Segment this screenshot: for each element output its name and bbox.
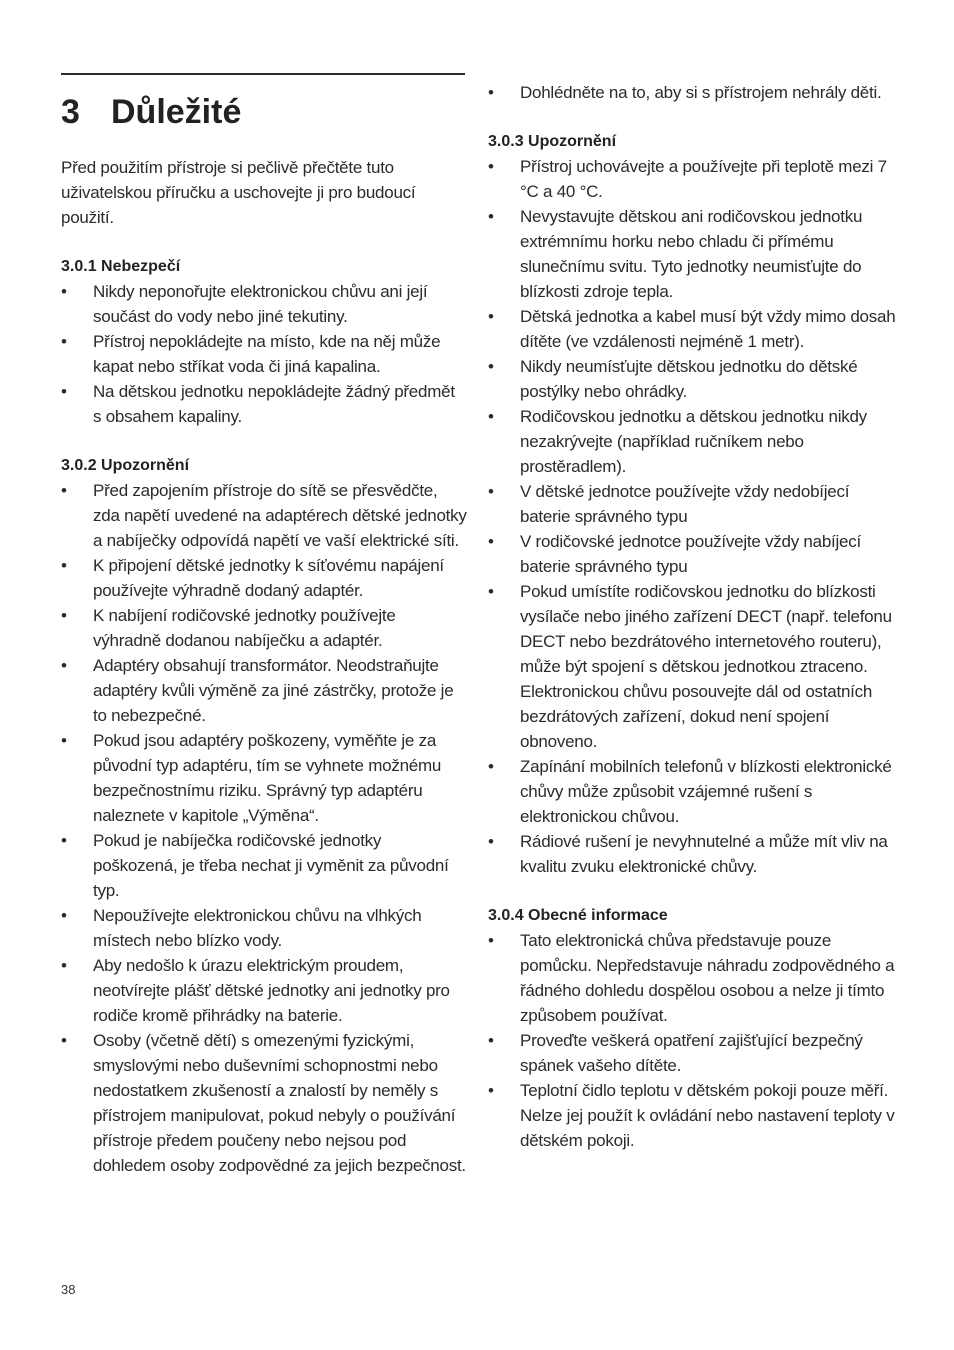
chapter-title bbox=[61, 88, 241, 136]
bullet-marker: • bbox=[61, 956, 67, 975]
section-heading: 3.0.1 Nebezpečí bbox=[61, 258, 181, 275]
right-column bbox=[488, 80, 898, 1177]
list-item bbox=[61, 553, 467, 603]
bullet-marker: • bbox=[488, 83, 494, 102]
chapter-rule bbox=[61, 73, 465, 75]
section-nebezpeci bbox=[61, 254, 467, 429]
list-item bbox=[61, 379, 467, 429]
section-heading: 3.0.2 Upozornění bbox=[61, 457, 190, 474]
list-item-text: Zapínání mobilních telefonů v blízkosti elektronické chůvy může způsobit vzájemné rušení s elektronickou chůvou. bbox=[520, 757, 892, 826]
bullet-list bbox=[488, 154, 898, 879]
bullet-marker: • bbox=[61, 556, 67, 575]
section-continuation bbox=[488, 80, 898, 105]
list-item bbox=[61, 478, 467, 553]
list-item bbox=[61, 279, 467, 329]
bullet-marker: • bbox=[61, 731, 67, 750]
list-item bbox=[488, 354, 898, 404]
bullet-marker: • bbox=[488, 207, 494, 226]
list-item-text: Teplotní čidlo teplotu v dětském pokoji pouze měří. Nelze jej použít k ovládání nebo nastavení teploty v dětském pokoji. bbox=[520, 1081, 895, 1150]
list-item-text: Před zapojením přístroje do sítě se přesvědčte, zda napětí uvedené na adaptérech dětské jednotky a nabíječky odpovídá napětí ve vaší elektrické síti. bbox=[93, 481, 467, 550]
bullet-marker: • bbox=[488, 157, 494, 176]
bullet-marker: • bbox=[61, 1031, 67, 1050]
list-item-text: Tato elektronická chůva představuje pouze pomůcku. Nepředstavuje náhradu zodpovědného a řádného dohledu dospělou osobou a nelze ji tímto způsobem používat. bbox=[520, 931, 895, 1025]
bullet-marker: • bbox=[61, 481, 67, 500]
list-item-text: K nabíjení rodičovské jednotky používejte výhradně dodanou nabíječku a adaptér. bbox=[93, 606, 396, 650]
bullet-list bbox=[61, 279, 467, 429]
list-item bbox=[488, 154, 898, 204]
list-item-text: K připojení dětské jednotky k síťovému napájení používejte výhradně dodaný adaptér. bbox=[93, 556, 444, 600]
list-item bbox=[61, 728, 467, 828]
bullet-marker: • bbox=[488, 482, 494, 501]
list-item-text: Pokud jsou adaptéry poškozeny, vyměňte je za původní typ adaptéru, tím se vyhnete možnému bezpečnostnímu riziku. Správný typ adaptéru naleznete v kapitole „Výměna“. bbox=[93, 731, 442, 825]
list-item-text: Rádiové rušení je nevyhnutelné a může mít vliv na kvalitu zvuku elektronické chůvy. bbox=[520, 832, 888, 876]
list-item bbox=[488, 479, 898, 529]
bullet-marker: • bbox=[61, 282, 67, 301]
bullet-marker: • bbox=[488, 1081, 494, 1100]
bullet-marker: • bbox=[488, 757, 494, 776]
list-item-text: Nikdy neumísťujte dětskou jednotku do dětské postýlky nebo ohrádky. bbox=[520, 357, 858, 401]
list-item bbox=[488, 754, 898, 829]
bullet-list bbox=[488, 928, 898, 1153]
list-item-text: Dětská jednotka a kabel musí být vždy mimo dosah dítěte (ve vzdálenosti nejméně 1 metr). bbox=[520, 307, 896, 351]
list-item bbox=[61, 329, 467, 379]
section-upozorneni-1 bbox=[61, 453, 467, 1178]
intro-paragraph: Před použitím přístroje si pečlivě přečtěte tuto uživatelskou příručku a uschovejte ji pro budoucí použití. bbox=[61, 158, 416, 227]
list-item bbox=[61, 903, 467, 953]
bullet-marker: • bbox=[488, 307, 494, 326]
section-upozorneni-2 bbox=[488, 129, 898, 879]
list-item bbox=[61, 828, 467, 903]
bullet-marker: • bbox=[488, 357, 494, 376]
list-item bbox=[61, 603, 467, 653]
list-item-text: Rodičovskou jednotku a dětskou jednotku nikdy nezakrývejte (například ručníkem nebo prostěradlem). bbox=[520, 407, 867, 476]
section-heading: 3.0.3 Upozornění bbox=[488, 133, 617, 150]
list-item bbox=[488, 529, 898, 579]
list-item bbox=[61, 653, 467, 728]
left-column bbox=[61, 155, 467, 1202]
bullet-marker: • bbox=[488, 832, 494, 851]
list-item-text: Nevystavujte dětskou ani rodičovskou jednotku extrémnímu horku nebo chladu či přímému slunečnímu svitu. Tyto jednotky neumisťujte do blízkosti zdroje tepla. bbox=[520, 207, 863, 301]
bullet-list bbox=[488, 80, 898, 105]
page-number: 38 bbox=[61, 1282, 76, 1297]
list-item bbox=[488, 928, 898, 1028]
list-item-text: Dohlédněte na to, aby si s přístrojem nehrály děti. bbox=[520, 83, 882, 102]
list-item bbox=[488, 404, 898, 479]
list-item-text: Na dětskou jednotku nepokládejte žádný předmět s obsahem kapaliny. bbox=[93, 382, 455, 426]
list-item bbox=[488, 80, 898, 105]
list-item-text: Přístroj uchovávejte a používejte při teplotě mezi 7 °C a 40 °C. bbox=[520, 157, 887, 201]
list-item-text: Pokud umístíte rodičovskou jednotku do blízkosti vysílače nebo jiného zařízení DECT (např. telefonu DECT nebo bezdrátového internetového routeru), může být spojení s dětskou jednotkou ztraceno. Elektronickou chůvu posouvejte dál od ostatních bezdrátových zařízení, dokud není spojení obnoveno. bbox=[520, 582, 892, 751]
chapter-number: 3 bbox=[61, 93, 80, 131]
list-item-text: Osoby (včetně dětí) s omezenými fyzickými, smyslovými nebo duševními schopnostmi nebo nedostatkem zkušeností a znalostí by neměly s přístrojem manipulovat, pokud nebyly o používání přístroje předem poučeny nebo nejsou pod dohledem osoby zodpovědné za jejich bezpečnost. bbox=[93, 1031, 466, 1175]
list-item bbox=[488, 304, 898, 354]
bullet-marker: • bbox=[488, 532, 494, 551]
bullet-marker: • bbox=[488, 407, 494, 426]
bullet-marker: • bbox=[61, 656, 67, 675]
list-item-text: V rodičovské jednotce používejte vždy nabíjecí baterie správného typu bbox=[520, 532, 861, 576]
bullet-marker: • bbox=[61, 332, 67, 351]
list-item-text: Adaptéry obsahují transformátor. Neodstraňujte adaptéry kvůli výměně za jiné zástrčky, protože je to nebezpečné. bbox=[93, 656, 454, 725]
list-item-text: Nikdy neponořujte elektronickou chůvu ani její součást do vody nebo jiné tekutiny. bbox=[93, 282, 428, 326]
list-item bbox=[61, 953, 467, 1028]
list-item-text: Aby nedošlo k úrazu elektrickým proudem, neotvírejte plášť dětské jednotky ani jednotky pro rodiče kromě přihrádky na baterie. bbox=[93, 956, 450, 1025]
section-obecne-informace bbox=[488, 903, 898, 1153]
chapter-title-text: Důležité bbox=[111, 93, 242, 131]
bullet-marker: • bbox=[488, 931, 494, 950]
list-item-text: Přístroj nepokládejte na místo, kde na něj může kapat nebo stříkat voda či jiná kapalina. bbox=[93, 332, 441, 376]
list-item-text: Proveďte veškerá opatření zajišťující bezpečný spánek vašeho dítěte. bbox=[520, 1031, 863, 1075]
list-item bbox=[488, 204, 898, 304]
list-item bbox=[61, 1028, 467, 1178]
bullet-marker: • bbox=[488, 582, 494, 601]
bullet-marker: • bbox=[61, 831, 67, 850]
list-item-text: Pokud je nabíječka rodičovské jednotky poškozená, je třeba nechat ji vyměnit za původní typ. bbox=[93, 831, 449, 900]
bullet-marker: • bbox=[61, 906, 67, 925]
bullet-list bbox=[61, 478, 467, 1178]
bullet-marker: • bbox=[61, 606, 67, 625]
list-item bbox=[488, 829, 898, 879]
list-item bbox=[488, 579, 898, 754]
section-heading: 3.0.4 Obecné informace bbox=[488, 907, 668, 924]
bullet-marker: • bbox=[61, 382, 67, 401]
bullet-marker: • bbox=[488, 1031, 494, 1050]
list-item-text: V dětské jednotce používejte vždy nedobíjecí baterie správného typu bbox=[520, 482, 850, 526]
list-item bbox=[488, 1028, 898, 1078]
list-item bbox=[488, 1078, 898, 1153]
list-item-text: Nepoužívejte elektronickou chůvu na vlhkých místech nebo blízko vody. bbox=[93, 906, 422, 950]
